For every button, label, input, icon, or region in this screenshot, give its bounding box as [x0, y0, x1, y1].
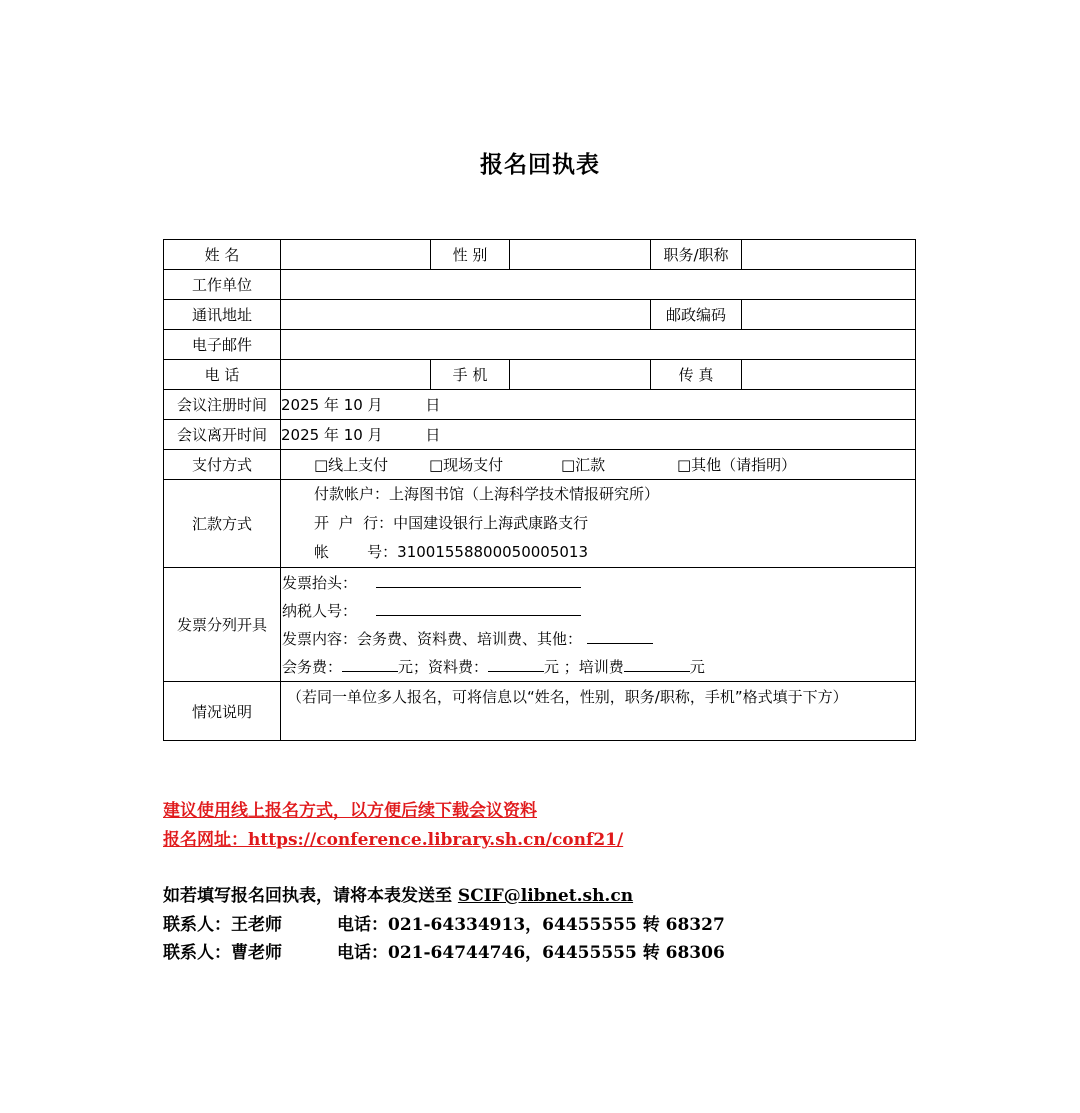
name-label: 姓 名 — [164, 240, 281, 270]
table-row — [164, 450, 916, 480]
table-row — [164, 270, 916, 300]
fee-material-label: 元；资料费： — [398, 657, 489, 676]
postcode-label: 邮政编码 — [651, 300, 742, 330]
note-label: 情况说明 — [164, 682, 281, 741]
address-field[interactable] — [281, 300, 651, 330]
register-time-value: 2025 年 10 月 — [281, 396, 383, 414]
mobile-label: 手 机 — [431, 360, 510, 390]
contact-email-link[interactable]: SCIF@libnet.sh.cn — [457, 886, 634, 906]
page-title: 报名回执表 — [480, 152, 600, 178]
table-row — [164, 330, 916, 360]
send-text: 如若填写报名回执表，请将本表发送至 — [163, 886, 458, 906]
contact-person-2: 联系人：曹老师 — [163, 943, 282, 963]
table-row — [164, 390, 916, 420]
org-field[interactable] — [281, 270, 916, 300]
address-label: 通讯地址 — [164, 300, 281, 330]
register-time-field[interactable] — [281, 390, 916, 420]
invoice-label: 发票分列开具 — [164, 568, 281, 682]
fax-field[interactable] — [742, 360, 916, 390]
table-row — [164, 240, 916, 270]
phone-field[interactable] — [281, 360, 431, 390]
gender-field[interactable] — [510, 240, 651, 270]
fee-material-field[interactable] — [488, 657, 544, 672]
invoice-taxid-label: 纳税人号： — [282, 601, 358, 620]
postcode-field[interactable] — [742, 300, 916, 330]
leave-time-field[interactable] — [281, 420, 916, 450]
registration-form-table — [163, 239, 916, 741]
contact-person-1: 联系人：王老师 — [163, 915, 282, 935]
gender-label: 性 别 — [431, 240, 510, 270]
remit-account: 付款帐户：上海图书馆（上海科学技术情报研究所） — [314, 485, 660, 503]
payment-option-onsite[interactable]: □现场支付 — [429, 456, 504, 474]
note-instruction: （若同一单位多人报名，可将信息以“姓名，性别，职务/职称，手机”格式填于下方） — [287, 688, 848, 706]
table-row — [164, 300, 916, 330]
remit-details — [281, 480, 916, 568]
position-field[interactable] — [742, 240, 916, 270]
contact-row-2 — [163, 938, 763, 963]
fee-yuan-label: 元 — [689, 657, 705, 676]
online-registration-notice: 建议使用线上报名方式，以方便后续下载会议资料 — [163, 801, 537, 821]
phone-label: 电 话 — [164, 360, 281, 390]
leave-time-label: 会议离开时间 — [164, 420, 281, 450]
remit-bank: 开 户 行：中国建设银行上海武康路支行 — [314, 514, 589, 532]
invoice-content-label: 发票内容：会务费、资料费、培训费、其他： — [282, 629, 583, 648]
remit-label: 汇款方式 — [164, 480, 281, 568]
table-row — [164, 480, 916, 568]
contact-phone-1: 电话：021-64334913，64455555 转 68327 — [337, 915, 725, 935]
table-row — [164, 568, 916, 682]
send-instruction — [163, 881, 633, 906]
invoice-title-row — [282, 569, 912, 597]
invoice-title-label: 发票抬头： — [282, 573, 358, 592]
table-row — [164, 682, 916, 741]
org-label: 工作单位 — [164, 270, 281, 300]
payment-option-other[interactable]: □其他（请指明） — [677, 456, 797, 474]
leave-day-label: 日 — [425, 426, 441, 444]
fee-training-field[interactable] — [624, 657, 690, 672]
register-time-label: 会议注册时间 — [164, 390, 281, 420]
invoice-taxid-row — [282, 597, 912, 625]
invoice-other-field[interactable] — [587, 629, 653, 644]
contact-row-1 — [163, 910, 763, 935]
invoice-taxid-field[interactable] — [376, 601, 581, 616]
payment-option-online[interactable]: □线上支付 — [314, 456, 389, 474]
invoice-details — [281, 568, 916, 682]
leave-time-value: 2025 年 10 月 — [281, 426, 383, 444]
remit-number: 帐 号：31001558800050005013 — [314, 543, 589, 561]
registration-url-link[interactable]: 报名网址：https://conference.library.sh.cn/conf21/ — [163, 830, 624, 850]
mobile-field[interactable] — [510, 360, 651, 390]
email-field[interactable] — [281, 330, 916, 360]
payment-label: 支付方式 — [164, 450, 281, 480]
fax-label: 传 真 — [651, 360, 742, 390]
payment-option-remit[interactable]: □汇款 — [561, 456, 606, 474]
invoice-content-row — [282, 625, 912, 653]
note-field[interactable] — [281, 682, 916, 741]
fee-training-label: 元 ；培训费 — [544, 657, 624, 676]
fee-conference-label: 会务费： — [282, 657, 343, 676]
invoice-title-field[interactable] — [376, 573, 581, 588]
contact-phone-2: 电话：021-64744746，64455555 转 68306 — [337, 943, 725, 963]
email-label: 电子邮件 — [164, 330, 281, 360]
fee-conference-field[interactable] — [342, 657, 398, 672]
payment-options — [281, 450, 916, 480]
register-day-label: 日 — [425, 396, 441, 414]
invoice-fee-row — [282, 653, 912, 681]
name-field[interactable] — [281, 240, 431, 270]
position-label: 职务/职称 — [651, 240, 742, 270]
table-row — [164, 420, 916, 450]
table-row — [164, 360, 916, 390]
